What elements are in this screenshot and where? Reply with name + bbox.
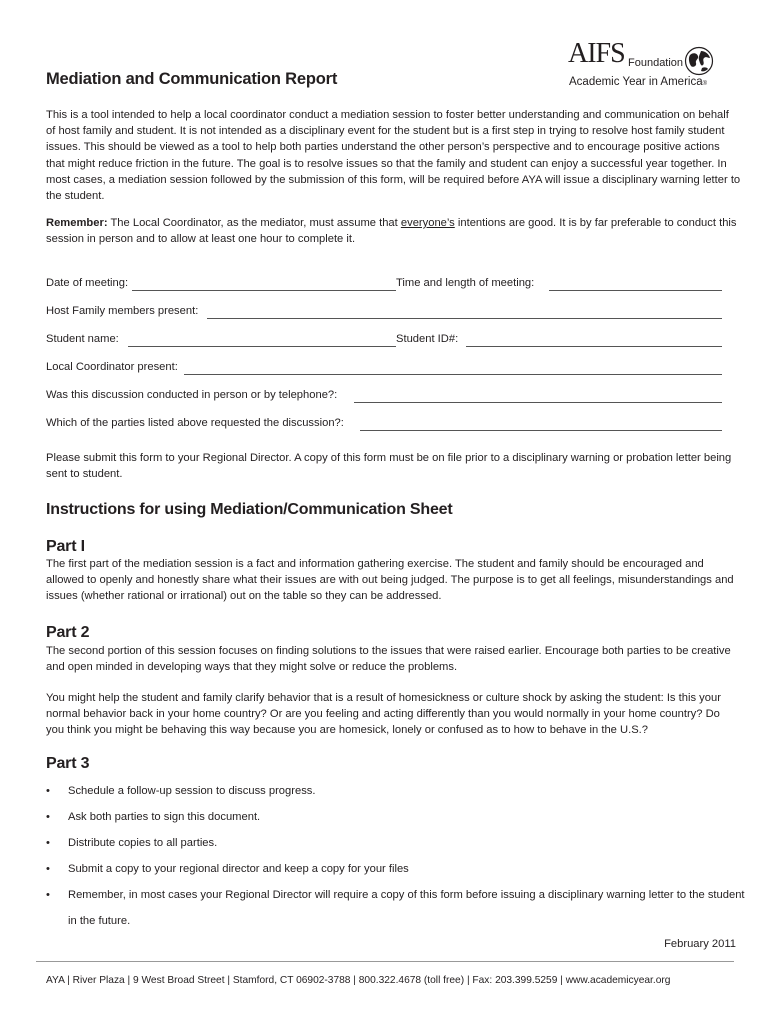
coordinator-row <box>46 361 726 377</box>
student-name-field[interactable] <box>128 346 396 347</box>
date-field[interactable] <box>132 290 396 291</box>
bullet-icon: • <box>46 863 50 875</box>
host-family-label: Host Family members present: <box>46 305 199 317</box>
bullet-text: Remember, in most cases your Regional Director will require a copy of this form before issuing a disciplinary warning letter to the student in the future. <box>68 889 745 927</box>
instructions-heading: Instructions for using Mediation/Communication Sheet <box>46 501 453 518</box>
conducted-row <box>46 389 726 405</box>
globe-icon <box>684 46 714 76</box>
footer-text: AYA | River Plaza | 9 West Broad Street | Stamford, CT 06902-3788 | 800.322.4678 (toll free) | Fax: 203.399.5259 | www.academicyear.org <box>46 975 671 986</box>
page-title: Mediation and Communication Report <box>46 70 338 88</box>
student-row <box>46 333 726 349</box>
intro-paragraph: This is a tool intended to help a local coordinator conduct a mediation session to foster better understanding and communication on behalf of host family and student. It is not intended as a disciplinary event for the student but is a first step in trying to resolve host family student issues. This should be viewed as a tool to help both parties understand the other person’s perspective and to encourage positive actions that might reduce friction in the future. The goal is to resolve issues so that the family and student can enjoy a successful year together. In most cases, a mediation session followed by the submission of this form, will be required before AYA will issue a disciplinary warning letter to the student. <box>46 109 741 203</box>
conducted-field[interactable] <box>354 402 722 403</box>
date-time-row <box>46 277 726 293</box>
host-family-field[interactable] <box>207 318 722 319</box>
time-field[interactable] <box>549 290 722 291</box>
part3-heading: Part 3 <box>46 755 90 772</box>
conducted-label: Was this discussion conducted in person or by telephone?: <box>46 389 338 401</box>
part1-text: The first part of the mediation session is a fact and information gathering exercise. The student and family should be encouraged and allowed to openly and honestly share what their issues are with out being judged. The purpose is to get all feelings, misunderstandings and issues (whether rational or irrational) out on the table so they can be addressed. <box>46 558 734 603</box>
time-label: Time and length of meeting: <box>396 277 535 289</box>
logo-foundation-text: Foundation <box>628 57 684 69</box>
bullet-text: Schedule a follow-up session to discuss progress. <box>68 785 316 797</box>
bullet-icon: • <box>46 889 50 901</box>
requested-row <box>46 417 726 433</box>
student-name-label: Student name: <box>46 333 119 345</box>
submit-note: Please submit this form to your Regional Director. A copy of this form must be on file prior to a disciplinary warning or probation letter being sent to student. <box>46 452 732 481</box>
student-id-label: Student ID#: <box>396 333 459 345</box>
host-family-row <box>46 305 726 321</box>
bullet-icon: • <box>46 811 50 823</box>
coordinator-label: Local Coordinator present: <box>46 361 178 373</box>
part2-heading: Part 2 <box>46 624 90 641</box>
coordinator-field[interactable] <box>184 374 722 375</box>
bullet-icon: • <box>46 837 50 849</box>
bullet-text: Submit a copy to your regional director and keep a copy for your files <box>68 863 409 875</box>
date-label: Date of meeting: <box>46 277 129 289</box>
logo-aifs-text: AIFS <box>568 38 625 69</box>
bullet-text: Ask both parties to sign this document. <box>68 811 261 823</box>
requested-label: Which of the parties listed above requested the discussion?: <box>46 417 344 429</box>
part2-text-1: The second portion of this session focuses on finding solutions to the issues that were raised earlier. Encourage both parties to be creative and open minded in developing ways that they might solve or reduce the problems. <box>46 645 731 674</box>
remember-paragraph: Remember: The Local Coordinator, as the mediator, must assume that everyone’s intentions are good. It is by far preferable to conduct this session in person and to allow at least one hour to complete it. <box>46 217 737 246</box>
student-id-field[interactable] <box>466 346 722 347</box>
part1-heading: Part I <box>46 538 85 555</box>
bullet-text: Distribute copies to all parties. <box>68 837 218 849</box>
requested-field[interactable] <box>360 430 722 431</box>
part2-text-2: You might help the student and family clarify behavior that is a result of homesickness or culture shock by asking the student: Is this your normal behavior back in your home country? Or are you feeling and acting differently than you would normally in your home country? Do you think you might be behaving this way because you are homesick, lonely or confused as to how to behave in the U.S.? <box>46 692 721 737</box>
logo-tagline: Academic Year in America® <box>569 76 708 88</box>
bullet-icon: • <box>46 785 50 797</box>
document-date: February 2011 <box>664 938 736 950</box>
footer-divider <box>36 961 734 962</box>
